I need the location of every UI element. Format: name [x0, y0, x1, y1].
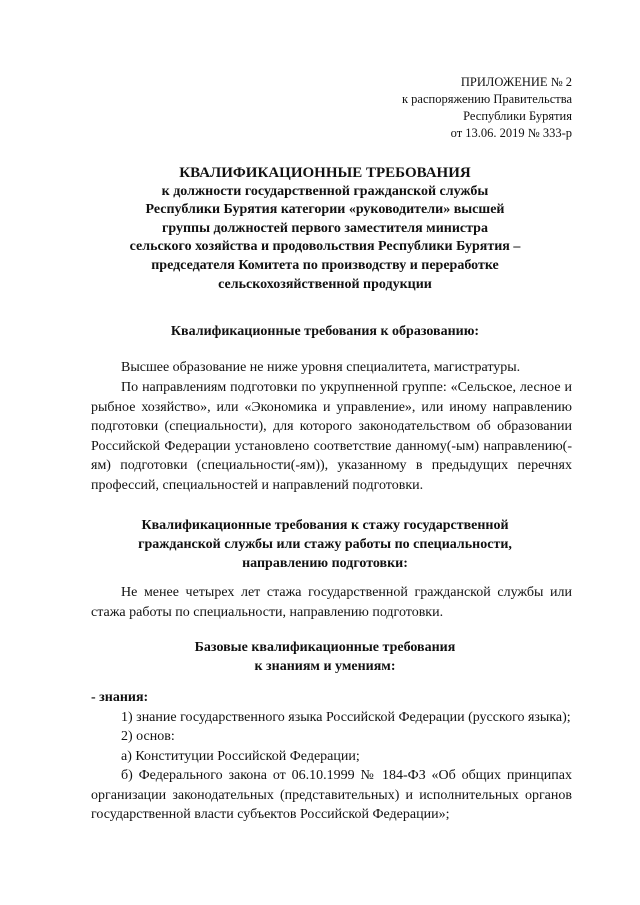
knowledge-item-2a: а) Конституции Российской Федерации;: [121, 748, 360, 764]
knowledge-heading: [80, 638, 570, 676]
knowledge-heading-line-1: Базовые квалификационные требования: [194, 640, 456, 655]
appendix-date: от 13.06. 2019 № 333-р: [450, 126, 572, 140]
knowledge-list: [91, 688, 572, 825]
appendix-order-ref: к распоряжению Правительства: [401, 92, 572, 106]
title-line-6: сельскохозяйственной продукции: [218, 276, 432, 292]
experience-heading-line-3: направлению подготовки:: [242, 556, 408, 571]
knowledge-item-1: 1) знание государственного языка Российской Федерации (русского языка);: [121, 709, 571, 725]
title-line-4: сельского хозяйства и продовольствия Республики Бурятия –: [129, 239, 521, 255]
title-line-3: группы должностей первого заместителя министра: [162, 220, 488, 236]
education-heading: Квалификационные требования к образованию:: [170, 324, 480, 339]
knowledge-item-2: 2) основ:: [121, 729, 175, 744]
knowledge-item-2b: б) Федерального закона от 06.10.1999 № 184-ФЗ «Об общих принципах организации законодательных (представительных) и исполнительных органов государственной власти субъектов Российской Федерации»;: [91, 768, 572, 822]
title-main: КВАЛИФИКАЦИОННЫЕ ТРЕБОВАНИЯ: [179, 165, 471, 181]
experience-heading-line-1: Квалификационные требования к стажу государственной: [141, 518, 509, 533]
title-line-1: к должности государственной гражданской службы: [161, 183, 489, 199]
title-line-2: Республики Бурятия категории «руководители» высшей: [145, 202, 505, 218]
experience-heading: [80, 516, 570, 573]
document-title: [90, 164, 560, 294]
education-level-paragraph: Высшее образование не ниже уровня специалитета, магистратуры.: [121, 360, 521, 375]
experience-heading-line-2: гражданской службы или стажу работы по специальности,: [138, 537, 512, 552]
knowledge-label: - знания:: [91, 690, 149, 705]
experience-paragraph: Не менее четырех лет стажа государственной гражданской службы или стажа работы по специальности, направлению подготовки.: [91, 585, 572, 620]
education-directions-paragraph: По направлениям подготовки по укрупненной группе: «Сельское, лесное и рыбное хозяйство», или «Экономика и управление», или иному направлению подготовки (специальности), для которого законодательством об образовании Российской Федерации установлено соответствие данному(-ым) направлению(-ям) подготовки (специальности(-ям)), указанному в предыдущих перечнях профессий, специальностей и направлений подготовки.: [91, 380, 572, 493]
title-line-5: председателя Комитета по производству и переработке: [151, 257, 499, 273]
appendix-number: ПРИЛОЖЕНИЕ № 2: [460, 75, 572, 89]
appendix-authority: Республики Бурятия: [463, 109, 572, 123]
knowledge-heading-line-2: к знаниям и умениям:: [254, 659, 396, 674]
appendix-block: [402, 74, 572, 142]
